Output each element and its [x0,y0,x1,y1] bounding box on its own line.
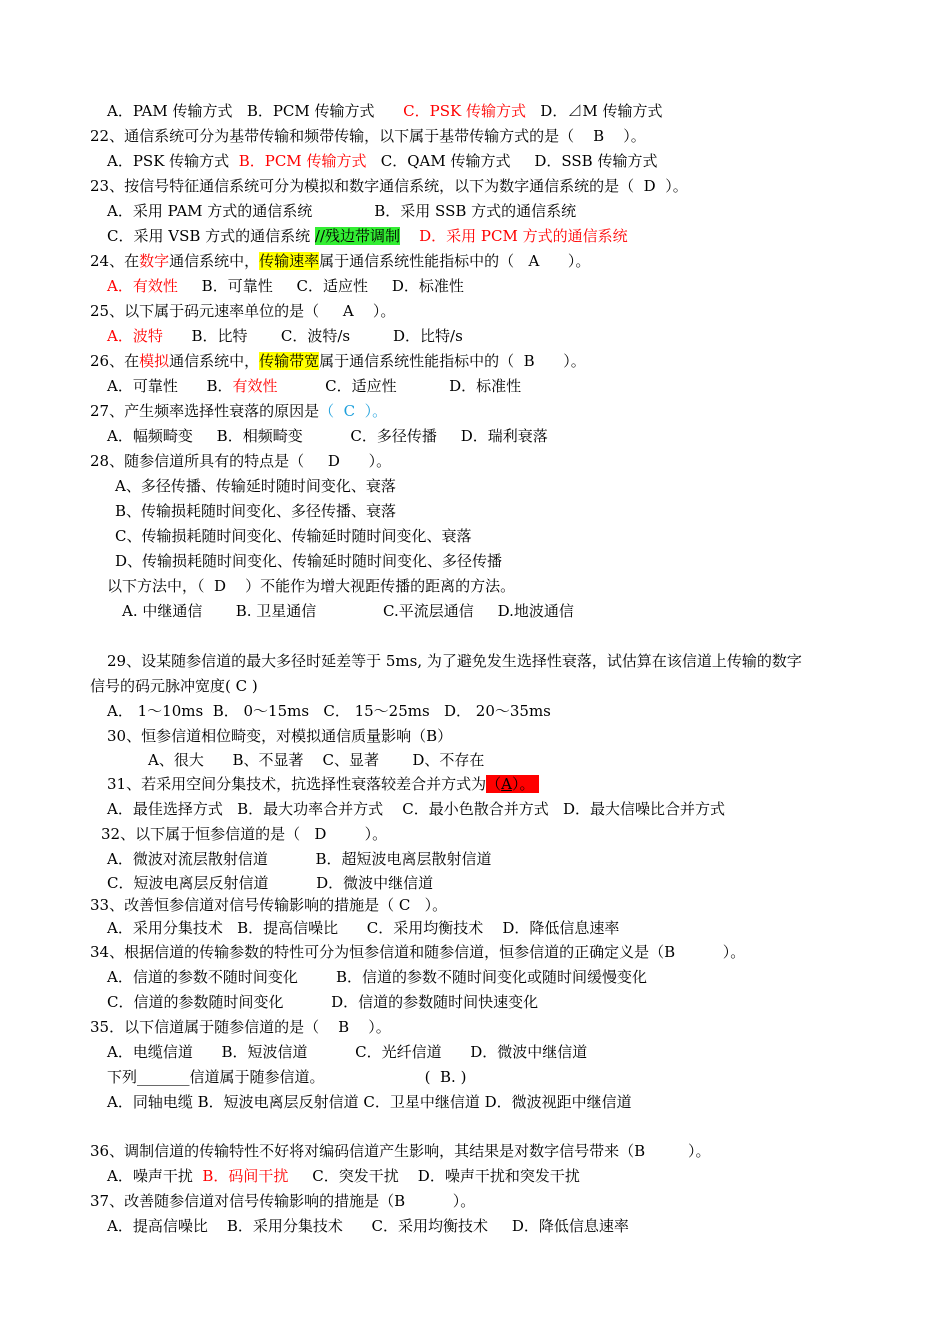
q29-options: A． 1～10ms B． 0～15ms C． 15～25ms D． 20～35ms [107,702,551,720]
q25-options: A．波特 B．比特 C．波特/s D．比特/s [107,327,463,345]
blank: _______ [137,1068,190,1086]
q26-answer: 有效性 [232,377,278,395]
q27-options: A．幅频畸变 B．相频畸变 C．多径传播 D．瑞利衰落 [107,427,548,445]
q24-stem: 24、在数字通信系统中，传输速率属于通信系统性能指标中的（ A ）。 [90,252,591,270]
q25-stem: 25、以下属于码元速率单位的是（ A ）。 [90,302,396,320]
qx-stem: 以下方法中，（ D ）不能作为增大视距传播的距离的方法。 [107,577,516,595]
q24-options: A．有效性 B．可靠性 C．适应性 D．标准性 [107,277,464,295]
q36-stem: 36、调制信道的传输特性不好将对编码信道产生影响，其结果是对数字信号带来（B ）。 [90,1142,711,1160]
q28-option-b: B、传输损耗随时间变化、多径传播、衰落 [115,502,397,520]
q30-options: A、很大 B、不显著 C、显著 D、不存在 [148,751,485,769]
q22-options: A．PSK 传输方式 B．PCM 传输方式 C．QAM 传输方式 D．SSB 传输方式 [107,152,658,170]
qx-options: A. 中继通信 B. 卫星通信 C.平流层通信 D.地波通信 [122,602,574,620]
q24-answer: A．有效性 [107,277,178,295]
q32-options-ab: A．微波对流层散射信道 B．超短波电离层散射信道 [107,850,492,868]
q23-answer: D．采用 PCM 方式的通信系统 [419,227,628,245]
q22-stem: 22、通信系统可分为基带传输和频带传输，以下属于基带传输方式的是（ B ）。 [90,127,646,145]
qy-stem: 下列_______信道属于随参信道。 ( B. ) [107,1068,467,1086]
q37-stem: 37、改善随参信道对信号传输影响的措施是（B ）。 [90,1192,476,1210]
q22-answer: B．PCM 传输方式 [238,152,367,170]
q35-stem: 35．以下信道属于随参信道的是（ B ）。 [90,1018,391,1036]
q28-option-c: C、传输损耗随时间变化、传输延时随时间变化、衰落 [115,527,472,545]
q29-stem-2: 信号的码元脉冲宽度( C ) [90,677,258,695]
q34-options-cd: C．信道的参数随时间变化 D．信道的参数随时间快速变化 [107,993,539,1011]
q23-options-cd: C．采用 VSB 方式的通信系统 //残边带调制 D．采用 PCM 方式的通信系统 [107,227,628,245]
q36-answer: B．码间干扰 [202,1167,289,1185]
q35-options: A．电缆信道 B．短波信道 C．光纤信道 D．微波中继信道 [107,1043,588,1061]
q34-stem: 34、根据信道的传输参数的特性可分为恒参信道和随参信道，恒参信道的正确定义是（B ）。 [90,943,746,961]
q30-stem: 30、恒参信道相位畸变，对模拟通信质量影响（B） [107,727,453,745]
q32-stem: 32、以下属于恒参信道的是（ D ）。 [101,825,388,843]
q26-options: A．可靠性 B．有效性 C．适应性 D．标准性 [107,377,522,395]
q21-answer: C．PSK 传输方式 [403,102,526,120]
q37-options: A．提高信噪比 B．采用分集技术 C．采用均衡技术 D．降低信息速率 [107,1217,629,1235]
q28-option-d: D、传输损耗随时间变化、传输延时随时间变化、多径传播 [115,552,503,570]
q36-options: A．噪声干扰 B．码间干扰 C．突发干扰 D．噪声干扰和突发干扰 [107,1167,580,1185]
q26-stem: 26、在模拟通信系统中，传输带宽属于通信系统性能指标中的（ B ）。 [90,352,586,370]
qy-options: A．同轴电缆 B．短波电离层反射信道 C．卫星中继信道 D．微波视距中继信道 [107,1093,632,1111]
vsb-note: //残边带调制 [314,227,401,245]
q28-option-a: A、多径传播、传输延时随时间变化、衰落 [115,477,396,495]
q23-options-ab: A．采用 PAM 方式的通信系统 B．采用 SSB 方式的通信系统 [107,202,577,220]
q29-stem-1: 29、设某随参信道的最大多径时延差等于 5ms, 为了避免发生选择性衰落，试估算在该信道上传输的数字 [107,652,802,670]
q27-stem: 27、产生频率选择性衰落的原因是（ C ）。 [90,402,388,420]
q32-options-cd: C．短波电离层反射信道 D．微波中继信道 [107,874,434,892]
q25-answer: A．波特 [107,327,163,345]
q34-options-ab: A．信道的参数不随时间变化 B．信道的参数不随时间变化或随时间缓慢变化 [107,968,648,986]
q23-stem: 23、按信号特征通信系统可分为模拟和数字通信系统，以下为数字通信系统的是（ D ）。 [90,177,688,195]
q28-stem: 28、随参信道所具有的特点是（ D ）。 [90,452,392,470]
q31-options: A．最佳选择方式 B．最大功率合并方式 C．最小色散合并方式 D．最大信噪比合并方式 [107,800,726,818]
q31-stem: 31、若采用空间分集技术，抗选择性衰落较差合并方式为（A）。 [107,775,540,793]
q21-options: A．PAM 传输方式 B．PCM 传输方式 C．PSK 传输方式 D．⊿M 传输方式 [107,102,663,120]
q33-options: A．采用分集技术 B．提高信噪比 C．采用均衡技术 D．降低信息速率 [107,919,620,937]
q33-stem: 33、改善恒参信道对信号传输影响的措施是（ C ）。 [90,896,448,914]
q31-answer: （A）。 [486,775,540,793]
